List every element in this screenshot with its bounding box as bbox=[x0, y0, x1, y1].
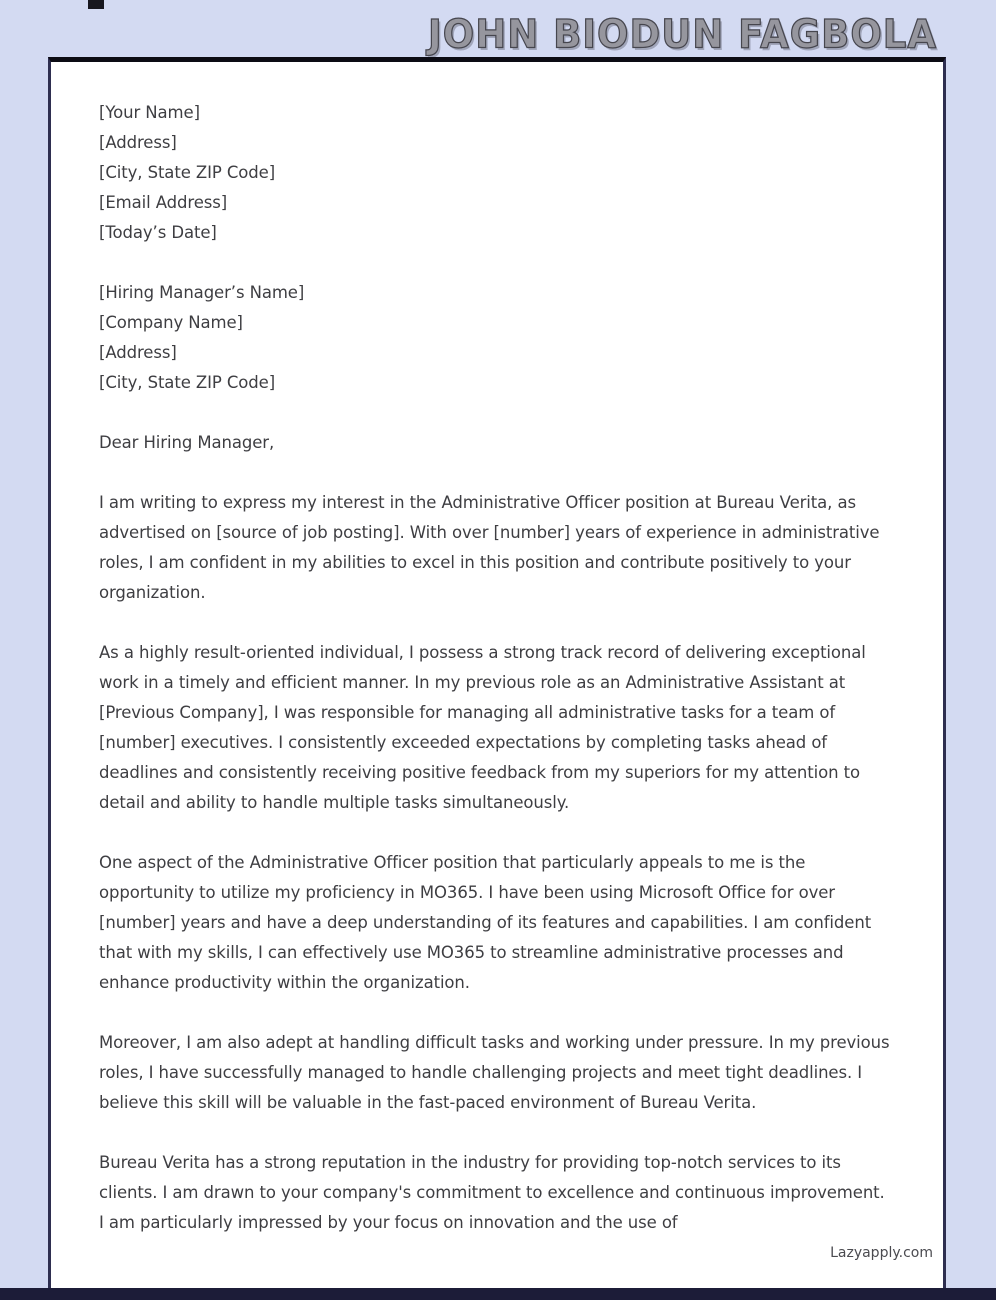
paragraph-skills: One aspect of the Administrative Officer position that particularly appeals to me is the opportunity to utilize my proficiency in MO365. I have been using Microsoft Office for over [number] years and have a deep understanding of its features and capabilities. I am confident that with my skills, I can effectively use MO365 to streamline administrative processes and enhance productivity within the organization. bbox=[99, 853, 872, 992]
watermark: Lazyapply.com bbox=[830, 1245, 933, 1261]
letter-page bbox=[48, 57, 946, 1300]
sender-line: [Email Address] bbox=[99, 193, 228, 212]
salutation: Dear Hiring Manager, bbox=[99, 433, 275, 452]
recipient-block bbox=[99, 278, 890, 398]
sender-line: [Your Name] bbox=[99, 103, 200, 122]
recipient-line: [City, State ZIP Code] bbox=[99, 373, 276, 392]
sender-line: [Address] bbox=[99, 133, 177, 152]
sender-line: [City, State ZIP Code] bbox=[99, 163, 276, 182]
paragraph-pressure: Moreover, I am also adept at handling difficult tasks and working under pressure. In my previous roles, I have successfully managed to handle challenging projects and meet tight deadlines. I believe this skill will be valuable in the fast-paced environment of Bureau Verita. bbox=[99, 1033, 890, 1112]
letterhead-name: JOHN BIODUN FAGBOLA bbox=[428, 12, 937, 58]
recipient-line: [Address] bbox=[99, 343, 177, 362]
paragraph-experience: As a highly result-oriented individual, I possess a strong track record of delivering exceptional work in a timely and efficient manner. In my previous role as an Administrative Assistant at [Previous Company], I was responsible for managing all administrative tasks for a team of [number] executives. I consistently exceeded expectations by completing tasks ahead of deadlines and consistently receiving positive feedback from my superiors for my attention to detail and ability to handle multiple tasks simultaneously. bbox=[99, 643, 866, 812]
sender-line: [Today’s Date] bbox=[99, 223, 217, 242]
bottom-bar bbox=[0, 1288, 996, 1300]
recipient-line: [Company Name] bbox=[99, 313, 243, 332]
recipient-line: [Hiring Manager’s Name] bbox=[99, 283, 305, 302]
paragraph-intro: I am writing to express my interest in the Administrative Officer position at Bureau Verita, as advertised on [source of job posting]. With over [number] years of experience in administrative roles, I am confident in my abilities to excel in this position and contribute positively to your organization. bbox=[99, 493, 880, 602]
letter-body bbox=[51, 62, 943, 1238]
paragraph-company: Bureau Verita has a strong reputation in the industry for providing top-notch services to its clients. I am drawn to your company's commitment to excellence and continuous improvement. I am particularly impressed by your focus on innovation and the use of bbox=[99, 1153, 885, 1232]
sender-block bbox=[99, 98, 890, 248]
letterhead bbox=[0, 0, 996, 57]
